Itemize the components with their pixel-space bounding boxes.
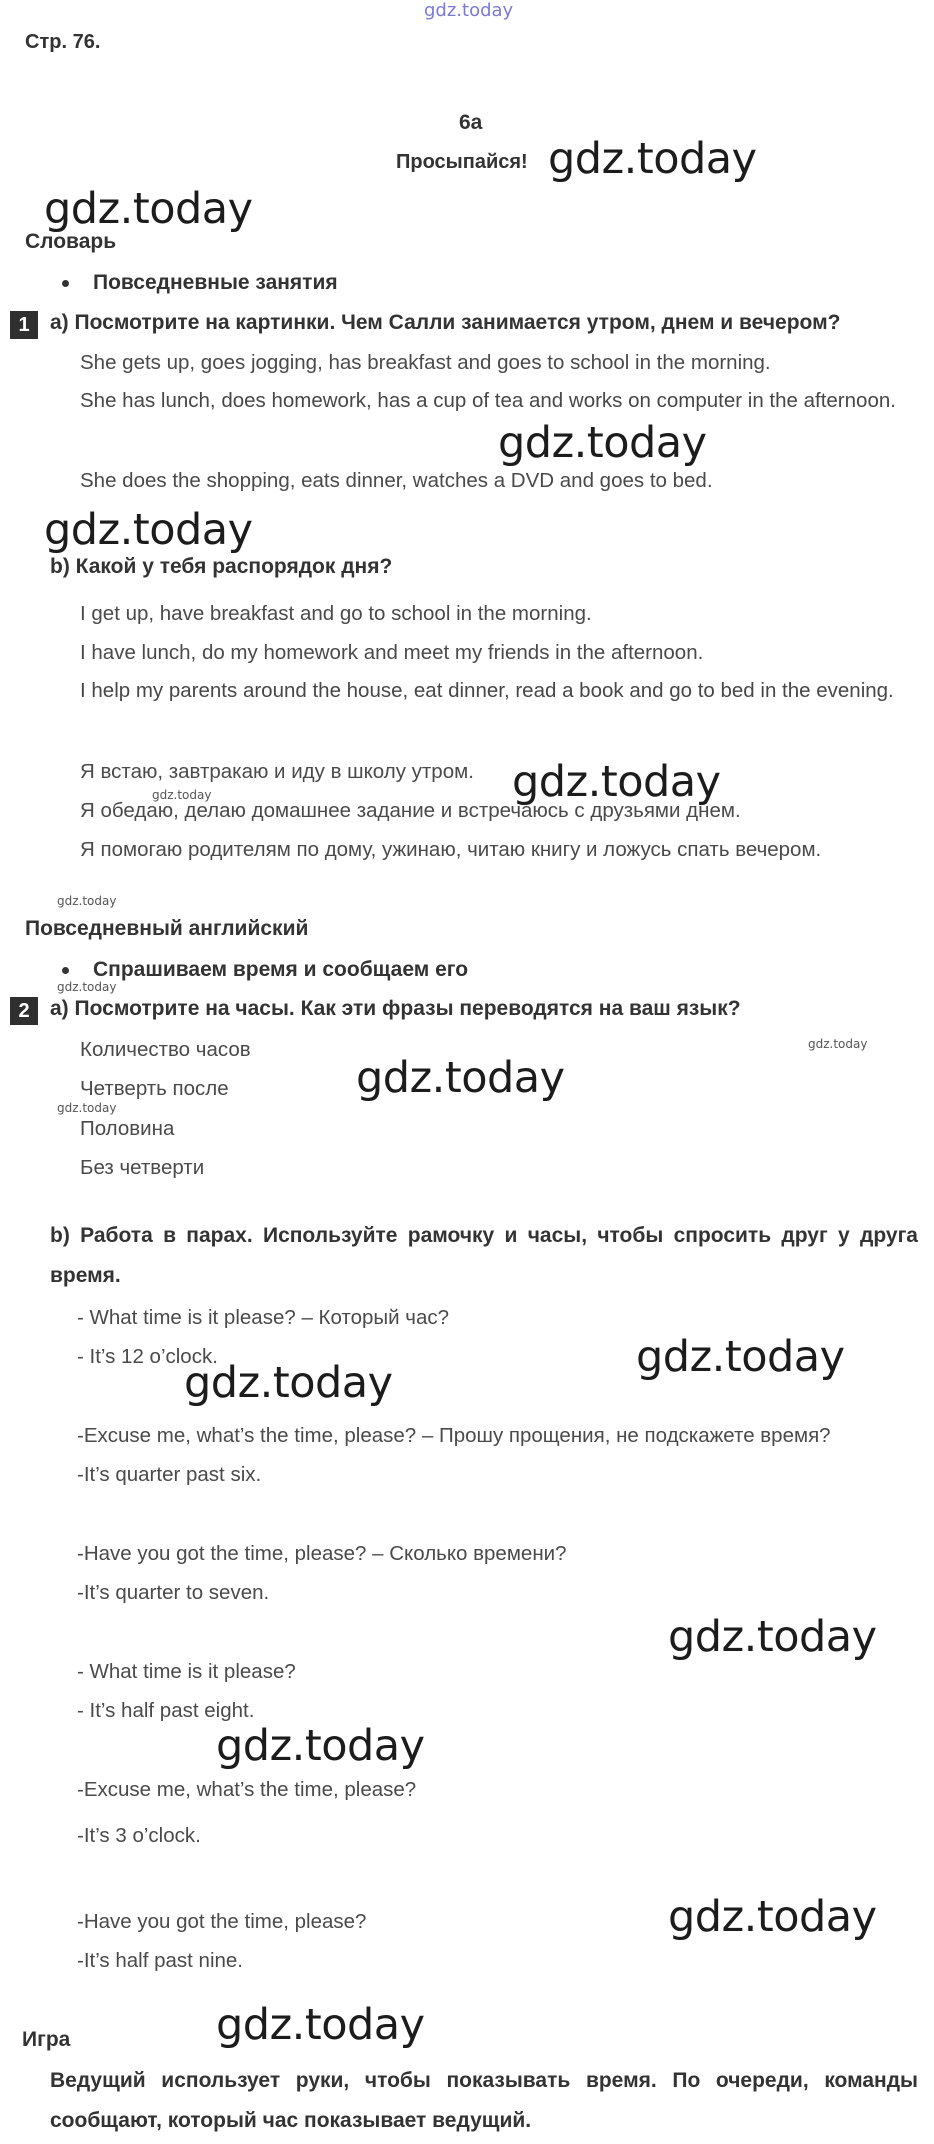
everyday-bullet: Спрашиваем время и сообщаем его bbox=[93, 958, 469, 981]
dialog-line: -It’s quarter to seven. bbox=[77, 1581, 270, 1604]
answer-line: She gets up, goes jogging, has breakfast and goes to school in the morning. bbox=[80, 351, 771, 374]
watermark: gdz.today bbox=[668, 1892, 877, 1942]
answer-line: Половина bbox=[80, 1117, 175, 1140]
vocab-bullet: Повседневные занятия bbox=[93, 271, 338, 294]
answer-line: Четверть после bbox=[80, 1077, 229, 1100]
dialog-line: - It’s half past eight. bbox=[77, 1699, 255, 1722]
dialog-line: -Excuse me, what’s the time, please? bbox=[77, 1778, 417, 1801]
watermark: gdz.today bbox=[44, 505, 253, 555]
watermark: gdz.today bbox=[216, 2000, 425, 2050]
dialog-line: -Excuse me, what’s the time, please? – Прошу прощения, не подскажете время? bbox=[77, 1424, 831, 1447]
watermark: gdz.today bbox=[57, 980, 117, 994]
exercise-2b-task: b) Работа в парах. Используйте рамочку и часы, чтобы спросить друг у друга время. bbox=[50, 1224, 918, 1287]
exercise-2a-task: a) Посмотрите на часы. Как эти фразы переводятся на ваш язык? bbox=[50, 997, 741, 1020]
watermark: gdz.today bbox=[636, 1332, 845, 1382]
section-heading-game: Игра bbox=[22, 2028, 71, 2051]
lesson-number: 6a bbox=[459, 111, 483, 134]
answer-line: Я обедаю, делаю домашнее задание и встречаюсь с друзьями днем. bbox=[80, 799, 741, 822]
watermark: gdz.today bbox=[668, 1612, 877, 1662]
dialog-line: - What time is it please? bbox=[77, 1660, 296, 1683]
watermark: gdz.today bbox=[152, 788, 212, 802]
exercise-1a-task: a) Посмотрите на картинки. Чем Салли занимается утром, днем и вечером? bbox=[50, 311, 841, 334]
watermark: gdz.today bbox=[548, 134, 757, 184]
dialog-line: - It’s 12 o’clock. bbox=[77, 1345, 218, 1368]
watermark: gdz.today bbox=[216, 1721, 425, 1771]
exercise-number: 2 bbox=[10, 997, 38, 1025]
answer-line: I help my parents around the house, eat dinner, read a book and go to bed in the evening. bbox=[80, 679, 894, 702]
dialog-line: -Have you got the time, please? bbox=[77, 1910, 367, 1933]
section-heading-vocab: Словарь bbox=[25, 230, 117, 253]
page-number: Стр. 76. bbox=[25, 31, 101, 53]
dialog-line: -It’s half past nine. bbox=[77, 1949, 243, 1972]
answer-line: I get up, have breakfast and go to school in the morning. bbox=[80, 602, 592, 625]
watermark: gdz.today bbox=[184, 1358, 393, 1408]
watermark: gdz.today bbox=[356, 1053, 565, 1103]
watermark: gdz.today bbox=[498, 418, 707, 468]
answer-line: Количество часов bbox=[80, 1038, 251, 1061]
dialog-line: -Have you got the time, please? – Сколько времени? bbox=[77, 1542, 567, 1565]
bullet-dot bbox=[62, 280, 69, 287]
answer-line: Я помогаю родителям по дому, ужинаю, читаю книгу и ложусь спать вечером. bbox=[80, 838, 822, 861]
lesson-title: Просыпайся! bbox=[396, 151, 528, 173]
answer-line: She does the shopping, eats dinner, watches a DVD and goes to bed. bbox=[80, 469, 713, 492]
watermark: gdz.today bbox=[57, 894, 117, 908]
dialog-line: - What time is it please? – Который час? bbox=[77, 1306, 450, 1329]
watermark: gdz.today bbox=[424, 0, 514, 21]
answer-line: She has lunch, does homework, has a cup of tea and works on computer in the afternoon. bbox=[80, 389, 896, 412]
watermark: gdz.today bbox=[44, 184, 253, 234]
section-heading-everyday: Повседневный английский bbox=[25, 917, 309, 940]
answer-line: Без четверти bbox=[80, 1156, 205, 1179]
game-description: Ведущий использует руки, чтобы показывать время. По очереди, команды сообщают, который час показывает ведущий. bbox=[50, 2069, 918, 2132]
exercise-number: 1 bbox=[10, 311, 38, 339]
answer-line: I have lunch, do my homework and meet my friends in the afternoon. bbox=[80, 641, 704, 664]
bullet-dot bbox=[62, 967, 69, 974]
answer-line: Я встаю, завтракаю и иду в школу утром. bbox=[80, 760, 474, 783]
watermark: gdz.today bbox=[512, 757, 721, 807]
dialog-line: -It’s quarter past six. bbox=[77, 1463, 262, 1486]
dialog-line: -It’s 3 o’clock. bbox=[77, 1824, 201, 1847]
watermark: gdz.today bbox=[808, 1037, 868, 1051]
exercise-1b-task: b) Какой у тебя распорядок дня? bbox=[50, 555, 393, 578]
watermark: gdz.today bbox=[57, 1101, 117, 1115]
